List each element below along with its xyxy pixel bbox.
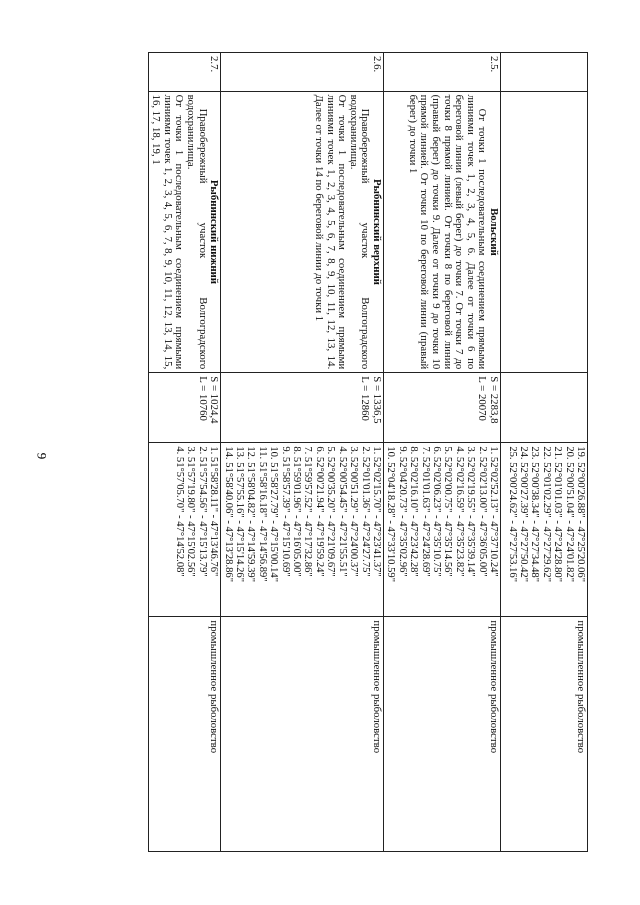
coord-line: 22. 52°01'02.29" - 47°27'29.62"	[540, 446, 552, 583]
coord-line: 2. 52°01'01.36" - 47°24'27.75"	[359, 446, 371, 577]
row-number: 2.7.	[148, 53, 221, 92]
zone-title: Рыбнинский нижний	[208, 179, 221, 285]
coord-line: 7. 51°59'57.52" - 47°17'32.86"	[302, 446, 314, 577]
cell-num	[501, 53, 588, 92]
coord-line: 7. 52°01'01.63" - 47°24'28.69"	[419, 446, 431, 577]
cell-desc	[383, 91, 500, 373]
coord-line: 1. 52°02'15.70" - 47°23'41.37"	[370, 446, 382, 577]
coord-line: 4. 52°02'16.59" - 47°35'23.82"	[453, 446, 465, 577]
coord-line: 6. 52°00'21.94" - 47°19'59.24"	[313, 446, 325, 577]
coord-line: 5. 52°00'35.20" - 47°21'09.67"	[325, 446, 337, 577]
zone-area: S = 1024,4	[208, 376, 221, 424]
cell-coords	[501, 443, 588, 617]
coord-line: 24. 52°00'27.39" - 47°27'50.42"	[517, 446, 529, 583]
zone-subtitle: Правобережный участок Волгоградского водохранилища.	[185, 94, 209, 370]
coord-line: 20. 52°00'51.04" - 47°24'01.82"	[563, 446, 575, 583]
coord-line: 21. 52°01'01.03" - 47°24'28.80"	[552, 446, 564, 583]
cell-area	[501, 373, 588, 443]
coord-line: 11. 51°58'16.18" - 47°14'56.89"	[256, 446, 268, 582]
coord-line: 3. 52°00'51.29" - 47°24'00.37"	[348, 446, 360, 577]
row-number: 2.6.	[221, 53, 384, 92]
cell-purpose: промышленное рыболовство	[383, 617, 500, 852]
coord-line: 10. 51°58'27.79" - 47°15'00.14"	[268, 446, 280, 583]
zone-title: Вольский	[488, 208, 500, 256]
zone-title: Рыбнинский верхний	[370, 178, 383, 285]
coord-line: 13. 51°57'55.16" - 47°15'14.26"	[234, 446, 246, 583]
zone-area: S = 1336,5	[370, 376, 383, 424]
zone-length: L = 20070	[476, 376, 489, 421]
coord-line: 9. 52°04'20.73" - 47°35'02.96"	[396, 446, 408, 577]
cell-area	[221, 373, 384, 443]
coord-line: 6. 52°02'06.23" - 47°35'10.75"	[430, 446, 442, 577]
coord-line: 3. 51°57'19.80" - 47°15'02.56"	[185, 446, 197, 577]
table-row	[501, 53, 588, 852]
cell-desc	[501, 91, 588, 373]
coord-line: 8. 51°59'01.96" - 47°16'05.00"	[291, 446, 303, 577]
coord-line: 4. 52°00'54.45" - 47°21'55.51"	[336, 446, 348, 577]
table-row	[383, 53, 500, 852]
cell-purpose: промышленное рыболовство	[148, 617, 221, 852]
coord-line: 1. 52°02'52.13" - 47°37'10.24"	[488, 446, 499, 577]
zone-length: L = 10760	[196, 376, 209, 421]
zone-description: От точки 1 последовательным соединением прямыми линиями точек 1, 2, 3, 4, 5, 6, 7, 8, 9, 10, 11, 12, 13, 14. Далее от точки 14 по береговой линии до точки 1	[312, 94, 349, 370]
cell-coords	[221, 443, 384, 617]
coord-line: 1. 51°58'28.11" - 47°13'46.76"	[208, 446, 220, 577]
zones-table	[148, 52, 588, 852]
coord-line: 9. 51°58'57.39" - 47°15'10.69"	[279, 446, 291, 577]
cell-coords	[383, 443, 500, 617]
coord-line: 5. 52°02'00.75" - 47°35'14.56"	[442, 446, 454, 577]
coord-line: 2. 51°57'54.56" - 47°15'13.79"	[196, 446, 208, 577]
coord-line: 10. 52°04'18.28" - 47°33'10.59"	[385, 446, 397, 583]
cell-purpose: промышленное рыболовство	[221, 617, 384, 852]
cell-purpose: промышленное рыболовство	[501, 617, 588, 852]
zone-length: L = 12860	[359, 376, 372, 421]
zone-description: От точки 1 последовательным соединением прямыми линиями точек 1, 2, 3, 4, 5, 6. Далее от точки 6 по береговой линии (левый берег) до точки 7. От точки 7 до точки 8 прямой линией. От точки 8 по береговой линии (правый берег) до точки 9. Далее от точки 9 до точки 10 прямой линией. От точки 10 по береговой линии (правый берег) до точки 1	[406, 94, 489, 370]
coord-line: 14. 51°58'40.06" - 47°13'28.86"	[222, 446, 234, 583]
cell-coords	[148, 443, 221, 617]
zone-subtitle: Правобережный участок Волгоградского водохранилища.	[347, 94, 372, 370]
cell-desc	[221, 91, 384, 373]
coord-line: 19. 52°00'26.88" - 47°25'20.06"	[575, 446, 586, 583]
coord-line: 23. 52°00'38.34" - 47°27'34.48"	[529, 446, 541, 583]
coord-line: 4. 51°57'05.70" - 47°14'52.08"	[174, 446, 186, 577]
zone-description: От точки 1 последовательным соединением прямыми линиями точек 1, 2, 3, 4, 5, 6, 7, 8, 9, 10, 11, 12, 13, 14, 15, 16, 17, 18, 19, 1	[150, 94, 186, 370]
zone-area: S = 2283,8	[488, 376, 500, 424]
row-number: 2.5.	[383, 53, 500, 92]
coord-line: 3. 52°02'19.55" - 47°35'39.14"	[465, 446, 477, 577]
cell-area	[148, 373, 221, 443]
coord-line: 25. 52°00'24.62" - 47°27'53.16"	[506, 446, 518, 583]
coord-line: 12. 51°58'04.82" - 47°14'59.39"	[245, 446, 257, 583]
table-row	[148, 53, 221, 852]
cell-desc	[148, 91, 221, 373]
coord-line: 2. 52°02'13.00" - 47°36'05.00"	[476, 446, 488, 577]
cell-area	[383, 373, 500, 443]
table-row	[221, 53, 384, 852]
page-number: 9	[34, 452, 50, 460]
coord-line: 8. 52°02'16.10" - 47°23'42.28"	[408, 446, 420, 577]
